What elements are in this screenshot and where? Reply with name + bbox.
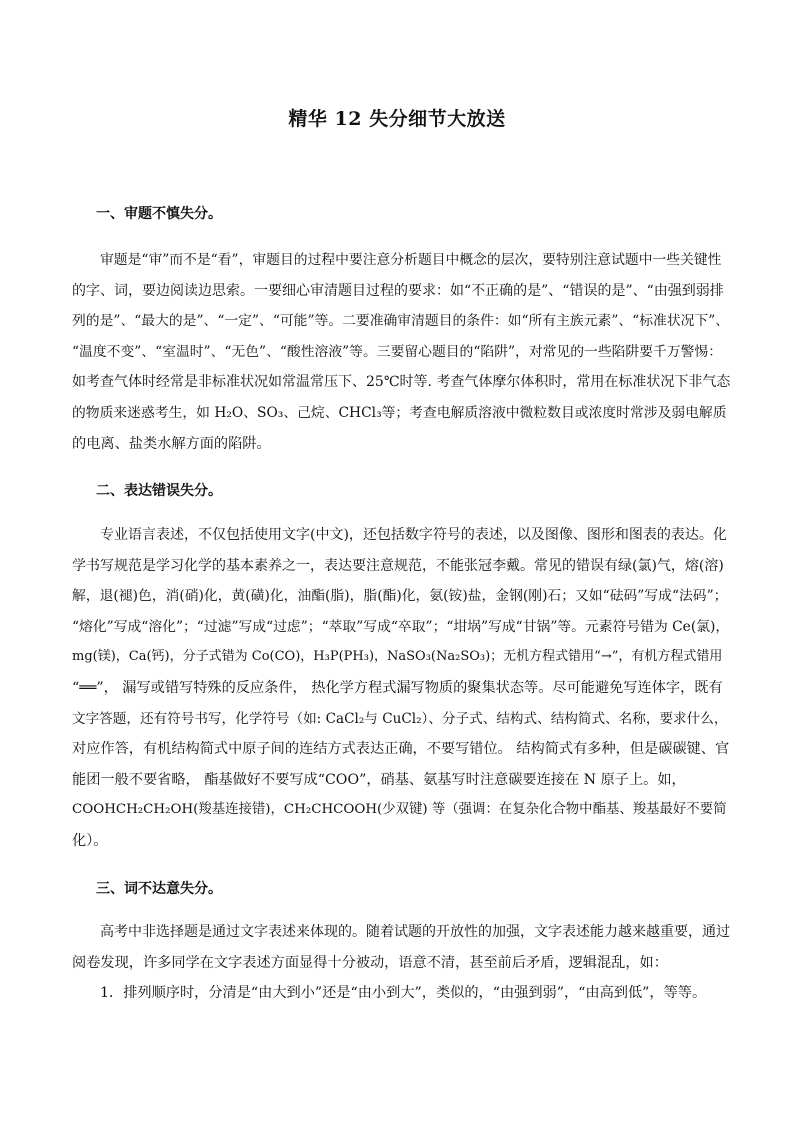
list-item: 1．排列顺序时，分清是“由大到小”还是“由小到大”，类似的，“由强到弱”，“由高到低”，等等。 [100,985,707,1002]
paragraph-line: 的字、词，要边阅读边思索。一要细心审清题目过程的要求：如“不正确的是”、“错误的是”、“由强到弱排 [72,282,724,299]
paragraph-line: 解，退(褪)色，消(硝)化，黄(磺)化，油酯(脂)，脂(酯)化，氨(铵)盐，金钢(刚)石；又如“砝码”写成“法码”； [72,588,728,605]
paragraph-line: 审题是“审”而不是“看”，审题目的过程中要注意分析题目中概念的层次，要特别注意试题中一些关键性 [100,252,722,268]
paragraph-line: 如考查气体时经常是非标准状况如常温常压下、25℃时等. 考查气体摩尔体积时，常用在标准状况下非气态 [72,374,731,391]
paragraph-line: 的物质来迷惑考生，如 H₂O、SO₃、己烷、CHCl₃等；考查电解质溶液中微粒数目或浓度时常涉及弱电解质 [72,404,727,421]
section-2-paragraph [72,520,730,857]
paragraph-line: 列的是”、“最大的是”、“一定”、“可能”等。二要准确审清题目的条件：如“所有主族元素”、“标准状况下”、 [72,313,730,330]
paragraph-line: 化）。 [72,832,108,849]
paragraph-line: 学书写规范是学习化学的基本素养之一，表达要注意规范，不能张冠李戴。常见的错误有绿(氯)气，熔(溶) [72,557,724,574]
paragraph-line: COOHCH₂CH₂OH(羧基连接错)，CH₂CHCOOH(少双键) 等（强调：在复杂化合物中酯基、羧基最好不要简 [72,802,727,818]
section-1-paragraph [72,245,730,459]
paragraph-line: mg(镁)，Ca(钙)，分子式错为 Co(CO)，H₃P(PH₃)，NaSO₃(Na₂SO₃)；无机方程式错用“→”，有机方程式错用 [72,649,723,665]
paragraph-line: 能团一般不要省略， 酯基做好不要写成“COO”，硝基、氨基写时注意碳要连接在 N 原子上。如， [72,771,686,788]
paragraph-line: 阅卷发现，许多同学在文字表述方面显得十分被动，语意不清，甚至前后矛盾，逻辑混乱，如： [72,954,668,971]
paragraph-line: 文字答题，还有符号书写，化学符号（如: CaCl₂与 CuCl₂）、分子式、结构式、结构简式、名称，要求什么， [72,710,728,727]
paragraph-line: “熔化”写成“溶化”；“过滤”写成“过虑”；“萃取”写成“卒取”；“坩埚”写成“甘锅”等。元素符号错为 Ce(氯)， [72,618,730,635]
section-1-heading: 一、审题不慎失分。 [96,206,222,222]
section-2-heading: 二、表达错误失分。 [96,483,222,499]
paragraph-line: 高考中非选择题是通过文字表述来体现的。随着试题的开放性的加强，文字表述能力越来越重要，通过 [100,924,730,940]
paragraph-line: 的电离、盐类水解方面的陷阱。 [72,435,271,452]
page-title: 精华 12 失分细节大放送 [288,108,506,130]
section-3-paragraph [72,917,730,1009]
paragraph-line: 对应作答，有机结构简式中原子间的连结方式表达正确，不要写错位。 结构简式有多种，但是碳碳键、官 [72,741,730,758]
paragraph-line: “温度不变”、“室温时”、“无色”、“酸性溶液”等。三要留心题目的“陷阱”，对常见的一些陷阱要千万警惕： [72,343,723,360]
paragraph-line: “══”， 漏写或错写特殊的反应条件， 热化学方程式漏写物质的聚集状态等。尽可能避免写连体字，既有 [72,679,723,696]
paragraph-line: 专业语言表述，不仅包括使用文字(中文)，还包括数字符号的表述，以及图像、图形和图表的表达。化 [100,527,727,543]
section-3-heading: 三、词不达意失分。 [96,881,222,897]
